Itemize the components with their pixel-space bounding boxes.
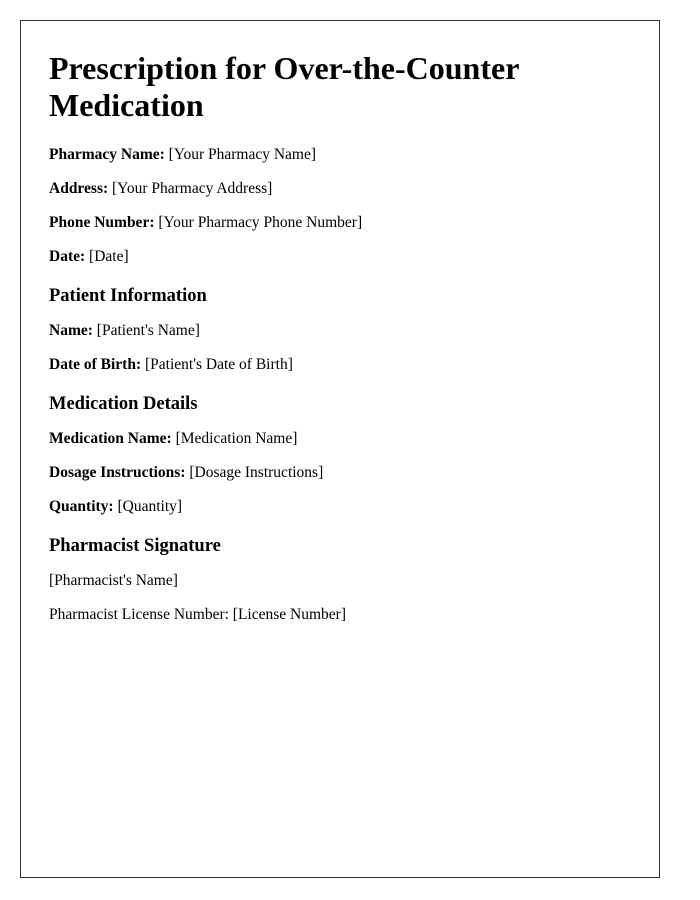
date-field: [49, 248, 631, 266]
quantity-label: Quantity:: [49, 498, 114, 515]
quantity-field: [49, 498, 631, 516]
patient-dob-value: [Patient's Date of Birth]: [145, 356, 293, 373]
quantity-value: [Quantity]: [117, 498, 183, 515]
pharmacist-name-line: [Pharmacist's Name]: [49, 572, 178, 589]
pharmacy-phone-value: [Your Pharmacy Phone Number]: [158, 214, 363, 231]
pharmacist-license-line: Pharmacist License Number: [License Number]: [49, 606, 346, 623]
patient-dob-label: Date of Birth:: [49, 356, 142, 373]
pharmacist-signature-heading: Pharmacist Signature: [49, 536, 221, 556]
medication-name-field: [49, 430, 631, 448]
date-label: Date:: [49, 248, 86, 265]
medication-name-value: [Medication Name]: [175, 430, 298, 447]
pharmacy-name-label: Pharmacy Name:: [49, 146, 165, 163]
patient-name-value: [Patient's Name]: [96, 322, 200, 339]
pharmacy-name-value: [Your Pharmacy Name]: [168, 146, 317, 163]
dosage-instructions-label: Dosage Instructions:: [49, 464, 186, 481]
prescription-document: [20, 20, 660, 878]
dosage-instructions-field: [49, 464, 631, 482]
pharmacy-address-field: [49, 180, 631, 198]
medication-details-heading: Medication Details: [49, 394, 198, 414]
dosage-instructions-value: [Dosage Instructions]: [189, 464, 324, 481]
pharmacy-phone-label: Phone Number:: [49, 214, 155, 231]
patient-name-field: [49, 322, 631, 340]
pharmacy-name-field: [49, 146, 631, 164]
pharmacy-address-value: [Your Pharmacy Address]: [112, 180, 273, 197]
patient-name-label: Name:: [49, 322, 93, 339]
patient-information-heading: Patient Information: [49, 286, 207, 306]
date-value: [Date]: [89, 248, 129, 265]
pharmacy-address-label: Address:: [49, 180, 109, 197]
pharmacy-phone-field: [49, 214, 631, 232]
document-title: Prescription for Over-the-Counter Medication: [49, 50, 519, 123]
medication-name-label: Medication Name:: [49, 430, 172, 447]
patient-dob-field: [49, 356, 631, 374]
